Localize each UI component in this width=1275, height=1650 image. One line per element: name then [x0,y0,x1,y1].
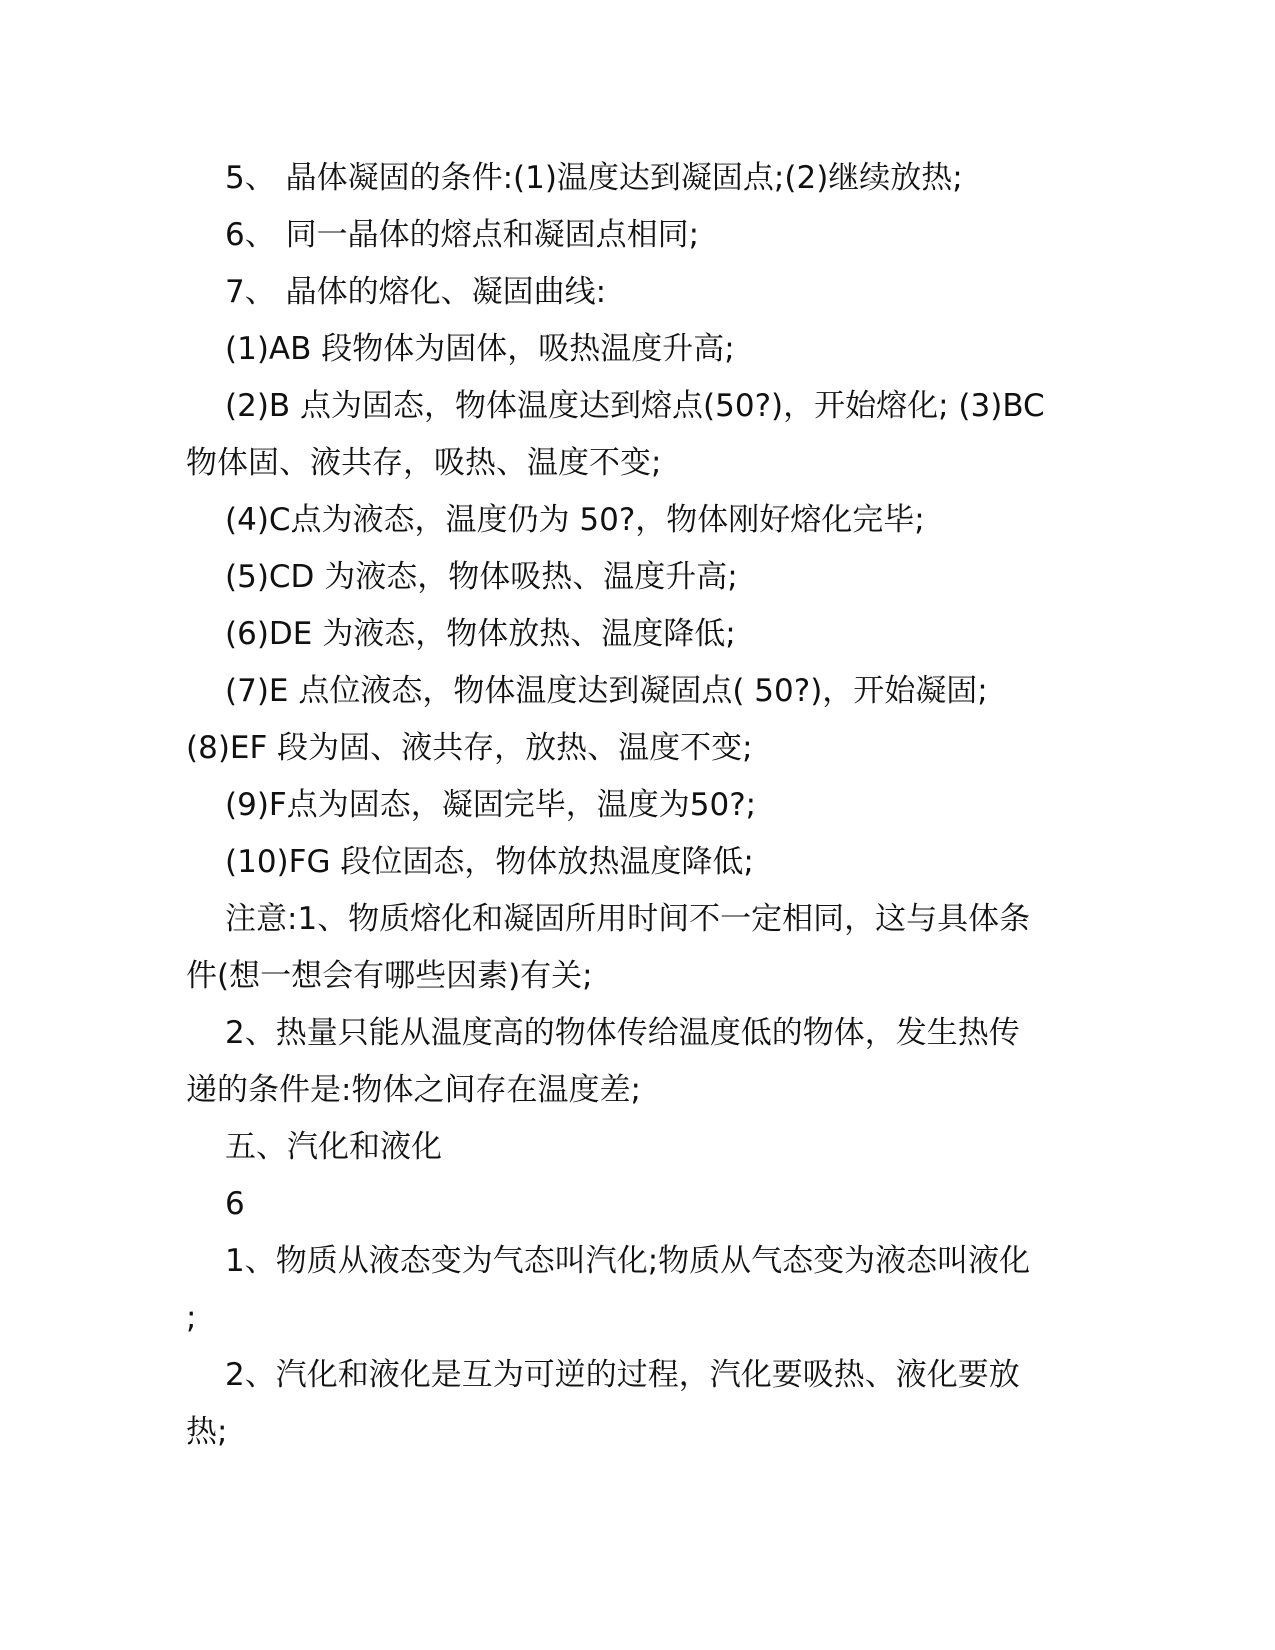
text-line: (1)AB 段物体为固体，吸热温度升高; [225,331,735,367]
text-line: (4)C点为液态，温度仍为 50?，物体刚好熔化完毕; [225,502,925,538]
text-line: (9)F点为固态，凝固完毕，温度为50?; [225,787,757,823]
text-line: (2)B 点为固态，物体温度达到熔点(50?)，开始熔化; (3)BC [225,388,1045,424]
text-line: (6)DE 为液态，物体放热、温度降低; [225,616,736,652]
text-line: 2、汽化和液化是互为可逆的过程，汽化要吸热、液化要放 [225,1357,1020,1393]
text-line: 7、 晶体的熔化、凝固曲线: [225,274,607,310]
text-line: 注意:1、物质熔化和凝固所用时间不一定相同，这与具体条 [225,901,1031,937]
text-line: ; [186,1300,197,1336]
text-line: 件(想一想会有哪些因素)有关; [186,958,593,994]
document-body [186,150,1096,1461]
text-line: (5)CD 为液态，物体吸热、温度升高; [225,559,738,595]
text-line: 6 [225,1186,245,1222]
text-line: (10)FG 段位固态，物体放热温度降低; [225,844,754,880]
text-line: 物体固、液共存，吸热、温度不变; [186,445,662,481]
text-line: 5、 晶体凝固的条件:(1)温度达到凝固点;(2)继续放热; [225,160,963,196]
text-line: 2、热量只能从温度高的物体传给温度低的物体，发生热传 [225,1015,1020,1051]
text-line: (8)EF 段为固、液共存，放热、温度不变; [186,730,753,766]
text-line: 6、 同一晶体的熔点和凝固点相同; [225,217,700,253]
section-heading: 五、汽化和液化 [225,1129,442,1165]
text-line: 热; [186,1414,228,1450]
text-line: 1、物质从液态变为气态叫汽化;物质从气态变为液态叫液化 [225,1243,1031,1279]
text-line: 递的条件是:物体之间存在温度差; [186,1072,641,1108]
text-line: (7)E 点位液态，物体温度达到凝固点( 50?)，开始凝固; [225,673,988,709]
